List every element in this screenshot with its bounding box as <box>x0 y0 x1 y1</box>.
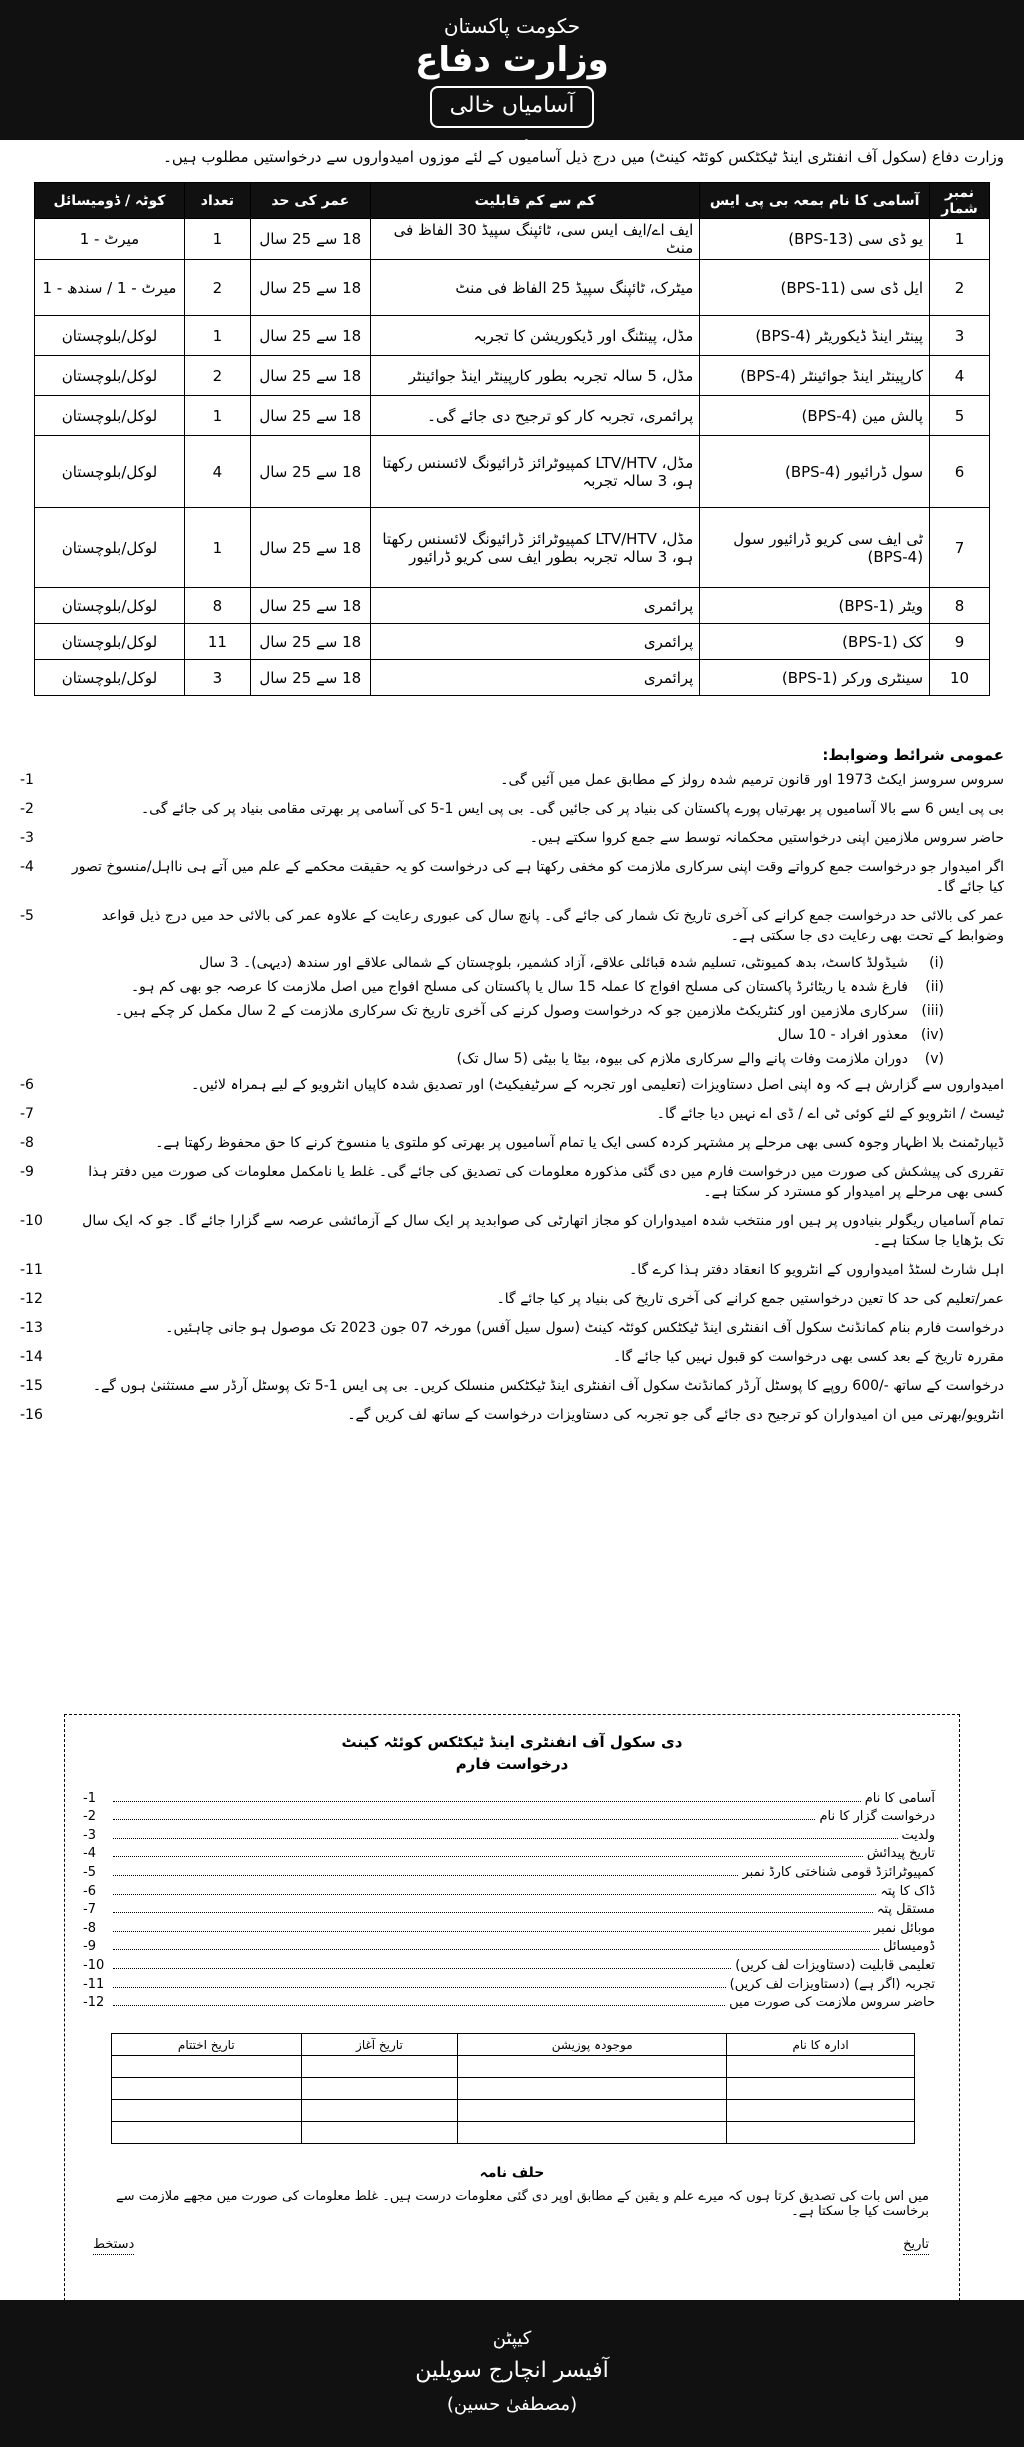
signature-row <box>93 2237 929 2255</box>
form-field-number: -10 <box>83 1957 105 1973</box>
condition-text: حاضر سروس ملازمین اپنی درخواستیں محکمانہ توسط سے جمع کروا سکتے ہیں۔ <box>529 830 1004 846</box>
form-field <box>83 1824 939 1843</box>
exp-header-org: ادارہ کا نام <box>727 2034 915 2056</box>
condition-item <box>20 799 1004 819</box>
form-field-label: موبائل نمبر <box>873 1920 935 1936</box>
form-field <box>83 1992 939 2011</box>
condition-text: عمر کی بالائی حد درخواست جمع کرانے کی آخری تاریخ تک شمار کی جائے گی۔ پانچ سال کی عبوری رعایت کے علاوہ عمر کی بالائی حد میں درج ذیل قواعد وضوابط کے تحت بھی رعایت دی جا سکتی ہے۔ <box>101 908 1004 944</box>
form-field-line[interactable] <box>113 1838 898 1839</box>
cell-quota: میرٹ - 1 <box>35 219 185 260</box>
ministry-title: وزارت دفاع <box>415 40 609 80</box>
sub-condition-text: سرکاری ملازمین اور کنٹریکٹ ملازمین جو کہ درخواست وصول کرنے کی آخری تاریخ تک سرکاری ملازمت کے 2 سال مکمل کر چکے ہیں۔ <box>114 1003 908 1019</box>
sub-condition <box>20 955 944 971</box>
sub-condition <box>20 1003 944 1019</box>
form-field-line[interactable] <box>113 1949 879 1950</box>
condition-number: -3 <box>20 830 34 846</box>
cell-quota: میرٹ - 1 / سندھ - 1 <box>35 260 185 316</box>
form-field-label: ڈاک کا پتہ <box>880 1883 935 1899</box>
header-banner <box>0 0 1024 154</box>
form-field-label: کمپیوٹرائزڈ قومی شناختی کارڈ نمبر <box>742 1864 935 1880</box>
condition-text: انٹرویو/بھرتی میں ان امیدواران کو ترجیح دی جائے گی جو تجربہ کی دستاویزات درخواست کے ساتھ لف کریں گے۔ <box>347 1407 1004 1423</box>
form-field-number: -8 <box>83 1920 96 1936</box>
form-field <box>83 1861 939 1880</box>
col-header-qualification: کم سے کم قابلیت <box>370 183 700 219</box>
sub-condition <box>20 1051 944 1067</box>
cell-no: 5 <box>930 396 990 436</box>
cell-no: 6 <box>930 436 990 508</box>
condition-text: ٹیسٹ / انٹرویو کے لئے کوئی ٹی اے / ڈی اے نہیں دیا جائے گا۔ <box>656 1106 1004 1122</box>
cell-no: 1 <box>930 219 990 260</box>
cell-no: 10 <box>930 660 990 696</box>
cell-post: یو ڈی سی (BPS-13) <box>700 219 930 260</box>
condition-item <box>20 1260 1004 1280</box>
form-title: درخواست فارم <box>455 1755 569 1773</box>
condition-item <box>20 828 1004 848</box>
cell-count: 1 <box>184 396 250 436</box>
condition-text: ڈیپارٹمنٹ بلا اظہار وجوہ کسی بھی مرحلے پر مشتہر کردہ کسی ایک یا تمام آسامیوں پر بھرتی کو ملتوی یا منسوخ کرنے کا حق محفوظ رکھتا ہے۔ <box>155 1135 1004 1151</box>
form-field <box>83 1954 939 1973</box>
intro-text: وزارت دفاع (سکول آف انفنٹری اینڈ ٹیکٹکس کوئٹہ کینٹ) میں درج ذیل آسامیوں کے لئے موزوں امیدواروں سے درخواستیں مطلوب ہیں۔ <box>163 148 1004 166</box>
condition-item <box>20 1289 1004 1309</box>
form-institution-title: دی سکول آف انفنٹری اینڈ ٹیکٹکس کوئٹہ کینٹ <box>341 1733 683 1751</box>
cell-post: پینٹر اینڈ ڈیکوریٹر (BPS-4) <box>700 316 930 356</box>
exp-cell[interactable] <box>112 2122 302 2144</box>
cell-post: کک (BPS-1) <box>700 624 930 660</box>
cell-post: کارپینٹر اینڈ جوائینٹر (BPS-4) <box>700 356 930 396</box>
sub-condition-text: معذور افراد - 10 سال <box>777 1027 908 1043</box>
condition-number: -4 <box>20 859 34 875</box>
application-form <box>64 1714 960 2346</box>
cell-post: پالش مین (BPS-4) <box>700 396 930 436</box>
cell-qualification: پرائمری <box>370 660 700 696</box>
exp-cell[interactable] <box>458 2100 727 2122</box>
form-field-line[interactable] <box>113 1987 726 1988</box>
cell-age: 18 سے 25 سال <box>250 396 370 436</box>
table-row <box>35 356 990 396</box>
condition-text: مقررہ تاریخ کے بعد کسی بھی درخواست کو قبول نہیں کیا جائے گا۔ <box>613 1349 1004 1365</box>
col-header-no: نمبر شمار <box>930 183 990 219</box>
condition-item <box>20 857 1004 897</box>
exp-header-end: تاریخ اختتام <box>112 2034 302 2056</box>
cell-qualification: میٹرک، ٹائپنگ سپیڈ 25 الفاظ فی منٹ <box>370 260 700 316</box>
cell-age: 18 سے 25 سال <box>250 316 370 356</box>
form-field-number: -5 <box>83 1864 96 1880</box>
sub-condition-text: دوران ملازمت وفات پانے والے سرکاری ملازم کی بیوہ، بیٹا یا بیٹی (5 سال تک) <box>456 1051 908 1067</box>
cell-quota: لوکل/بلوچستان <box>35 660 185 696</box>
table-row <box>35 508 990 588</box>
cell-post: ایل ڈی سی (BPS-11) <box>700 260 930 316</box>
form-field <box>83 1843 939 1862</box>
exp-header-start: تاریخ آغاز <box>301 2034 458 2056</box>
cell-quota: لوکل/بلوچستان <box>35 624 185 660</box>
form-field-label: ڈومیسائل <box>883 1939 935 1955</box>
sub-condition-text: شیڈولڈ کاسٹ، بدھ کمیونٹی، تسلیم شدہ قبائلی علاقے، آزاد کشمیر، بلوچستان کے شمالی علاقے اور سندھ (دیہی)۔ 3 سال <box>199 955 908 971</box>
cell-age: 18 سے 25 سال <box>250 356 370 396</box>
exp-cell[interactable] <box>458 2078 727 2100</box>
condition-text: بی پی ایس 6 سے بالا آسامیوں پر بھرتیاں پورے پاکستان کی بنیاد پر کی جائیں گی۔ بی پی ایس 1-5 کی آسامی پر بھرتی مقامی بنیاد پر کی جائے گی۔ <box>140 801 1004 817</box>
form-field-label: حاضر سروس ملازمت کی صورت میں <box>729 1995 935 2011</box>
form-field-label: تعلیمی قابلیت (دستاویزات لف کریں) <box>735 1957 935 1973</box>
form-field-label: تجربہ (اگر ہے) (دستاویزات لف کریں) <box>729 1976 935 1992</box>
form-field-number: -12 <box>83 1995 105 2011</box>
cell-quota: لوکل/بلوچستان <box>35 396 185 436</box>
cell-quota: لوکل/بلوچستان <box>35 436 185 508</box>
oath-title: حلف نامہ <box>479 2165 545 2181</box>
exp-cell[interactable] <box>112 2100 302 2122</box>
date-label: تاریخ <box>903 2237 929 2255</box>
cell-quota: لوکل/بلوچستان <box>35 588 185 624</box>
form-field-number: -3 <box>83 1827 96 1843</box>
sub-condition <box>20 979 944 995</box>
cell-age: 18 سے 25 سال <box>250 219 370 260</box>
cell-no: 9 <box>930 624 990 660</box>
cell-post: سینٹری ورکر (BPS-1) <box>700 660 930 696</box>
table-row <box>35 219 990 260</box>
condition-number: -7 <box>20 1106 34 1122</box>
form-field <box>83 1806 939 1825</box>
exp-cell[interactable] <box>301 2100 458 2122</box>
sub-condition-number: (iv) <box>920 1027 944 1043</box>
exp-cell[interactable] <box>301 2056 458 2078</box>
exp-cell[interactable] <box>301 2122 458 2144</box>
exp-cell[interactable] <box>727 2100 915 2122</box>
cell-age: 18 سے 25 سال <box>250 260 370 316</box>
condition-number: -6 <box>20 1077 34 1093</box>
form-field-number: -2 <box>83 1809 96 1825</box>
sub-condition-text: فارغ شدہ یا ریٹائرڈ پاکستان کی مسلح افواج کا عملہ 15 سال یا پاکستان کی مسلح افواج میں اصل ملازمت کا عرصہ جو بھی کم ہو۔ <box>130 979 908 995</box>
form-field-label: درخواست گزار کا نام <box>819 1809 935 1825</box>
form-field <box>83 1899 939 1918</box>
condition-item <box>20 1075 1004 1095</box>
cell-age: 18 سے 25 سال <box>250 624 370 660</box>
form-field-line[interactable] <box>113 1819 815 1820</box>
condition-number: -2 <box>20 801 34 817</box>
cell-no: 4 <box>930 356 990 396</box>
cell-count: 3 <box>184 660 250 696</box>
condition-item <box>20 1347 1004 1367</box>
form-field-number: -9 <box>83 1939 96 1955</box>
sub-condition-number: (ii) <box>925 979 944 995</box>
experience-row <box>112 2078 915 2100</box>
experience-row <box>112 2100 915 2122</box>
form-field <box>83 1973 939 1992</box>
exp-cell[interactable] <box>112 2078 302 2100</box>
cell-count: 8 <box>184 588 250 624</box>
col-header-post: آسامی کا نام بمعہ بی پی ایس <box>700 183 930 219</box>
condition-number: -16 <box>20 1407 43 1423</box>
table-row <box>35 396 990 436</box>
table-row <box>35 624 990 660</box>
condition-text: تقرری کی پیشکش کی صورت میں درخواست فارم میں دی گئی مذکورہ معلومات کی تصدیق کی جائے گی۔ غلط یا نامکمل معلومات کی صورت میں دفتر ہذا کسی بھی مرحلے پر امیدوار کو مسترد کر سکتا ہے۔ <box>88 1164 1004 1200</box>
form-field <box>83 1880 939 1899</box>
experience-table <box>111 2033 915 2144</box>
exp-cell[interactable] <box>727 2078 915 2100</box>
cell-qualification: پرائمری، تجربہ کار کو ترجیح دی جائے گی۔ <box>370 396 700 436</box>
sub-condition-number: (v) <box>924 1051 944 1067</box>
col-header-quota: کوٹہ / ڈومیسائل <box>35 183 185 219</box>
cell-qualification: پرائمری <box>370 624 700 660</box>
officer-office: آفیسر انچارج سویلین <box>415 2358 609 2383</box>
officer-name: (مصطفیٰ حسین) <box>446 2394 578 2415</box>
cell-quota: لوکل/بلوچستان <box>35 316 185 356</box>
cell-count: 11 <box>184 624 250 660</box>
condition-item <box>20 906 1004 946</box>
form-field-number: -11 <box>83 1976 105 1992</box>
cell-qualification: مڈل، LTV/HTV کمپیوٹرائز ڈرائیونگ لائسنس رکھتا ہو، 3 سالہ تجربہ بطور ایف سی کریو ڈرائیور <box>370 508 700 588</box>
condition-item <box>20 770 1004 790</box>
cell-age: 18 سے 25 سال <box>250 508 370 588</box>
condition-item <box>20 1405 1004 1425</box>
condition-number: -8 <box>20 1135 34 1151</box>
jobs-table <box>34 182 990 696</box>
table-header-row <box>35 183 990 219</box>
cell-no: 3 <box>930 316 990 356</box>
condition-number: -10 <box>20 1213 43 1229</box>
condition-number: -5 <box>20 908 34 924</box>
form-field-line[interactable] <box>113 1894 876 1895</box>
cell-qualification: ایف اے/ایف ایس سی، ٹائپنگ سپیڈ 30 الفاظ فی منٹ <box>370 219 700 260</box>
condition-text: درخواست کے ساتھ -/600 روپے کا پوسٹل آرڈر کمانڈنٹ سکول آف انفنٹری اینڈ ٹیکٹکس منسلک کریں۔ بی پی ایس 1-5 تک پوسٹل آرڈر سے مستثنیٰ ہوں گے۔ <box>92 1378 1004 1394</box>
form-field-line[interactable] <box>113 2005 725 2006</box>
condition-item <box>20 1133 1004 1153</box>
cell-count: 1 <box>184 508 250 588</box>
col-header-age: عمر کی حد <box>250 183 370 219</box>
form-field-line[interactable] <box>113 1801 861 1802</box>
conditions-list <box>20 770 1004 1434</box>
table-row <box>35 588 990 624</box>
condition-number: -11 <box>20 1262 43 1278</box>
form-field-label: مستقل پتہ <box>876 1902 935 1918</box>
form-field <box>83 1917 939 1936</box>
condition-text: اگر امیدوار جو درخواست جمع کرواتے وقت اپنی سرکاری ملازمت کو مخفی رکھتا ہے کی درخواست کو یہ حقیقت محکمے کے علم میں آتے ہی نااہل/منسوخ تصور کیا جائے گا۔ <box>71 859 1004 895</box>
cell-qualification: مڈل، LTV/HTV کمپیوٹرائز ڈرائیونگ لائسنس رکھتا ہو، 3 سالہ تجربہ <box>370 436 700 508</box>
form-field-line[interactable] <box>113 1912 873 1913</box>
officer-rank: کیپٹن <box>492 2328 532 2349</box>
condition-number: -9 <box>20 1164 34 1180</box>
cell-quota: لوکل/بلوچستان <box>35 356 185 396</box>
oath-text: میں اس بات کی تصدیق کرتا ہوں کہ میرے علم و یقین کے مطابق اوپر دی گئی معلومات درست ہیں۔ غلط معلومات کی صورت میں مجھے ملازمت سے برخاست کیا جا سکتا ہے۔ <box>116 2189 929 2219</box>
cell-qualification: مڈل، 5 سالہ تجربہ بطور کارپینٹر اینڈ جوائینٹر <box>370 356 700 396</box>
cell-post: سول ڈرائیور (BPS-4) <box>700 436 930 508</box>
cell-count: 2 <box>184 260 250 316</box>
cell-count: 2 <box>184 356 250 396</box>
form-field <box>83 1787 939 1806</box>
table-row <box>35 316 990 356</box>
condition-item <box>20 1211 1004 1251</box>
condition-text: تمام آسامیاں ریگولر بنیادوں پر ہیں اور منتخب شدہ امیدواران کو مجاز اتھارٹی کی صوابدید پر ایک سال کے آزمائشی عرصہ سے گزارا جائے گا۔ جو کہ ایک سال تک بڑھایا جا سکتا ہے۔ <box>82 1213 1004 1249</box>
condition-number: -13 <box>20 1320 43 1336</box>
exp-cell[interactable] <box>458 2122 727 2144</box>
condition-item <box>20 1162 1004 1202</box>
exp-header-position: موجودہ پوزیشن <box>458 2034 727 2056</box>
cell-post: ٹی ایف سی کریو ڈرائیور سول (BPS-4) <box>700 508 930 588</box>
sub-condition <box>20 1027 944 1043</box>
exp-cell[interactable] <box>458 2056 727 2078</box>
form-field-label: آسامی کا نام <box>864 1790 935 1806</box>
table-row <box>35 260 990 316</box>
condition-item <box>20 1318 1004 1338</box>
exp-cell[interactable] <box>727 2122 915 2144</box>
cell-age: 18 سے 25 سال <box>250 588 370 624</box>
condition-number: -1 <box>20 772 34 788</box>
form-field-line[interactable] <box>113 1875 738 1876</box>
cell-post: ویٹر (BPS-1) <box>700 588 930 624</box>
condition-text: اہل شارٹ لسٹڈ امیدواروں کے انٹرویو کا انعقاد دفتر ہذا کرے گا۔ <box>629 1262 1004 1278</box>
table-row <box>35 660 990 696</box>
exp-cell[interactable] <box>727 2056 915 2078</box>
cell-no: 7 <box>930 508 990 588</box>
col-header-count: تعداد <box>184 183 250 219</box>
form-fields <box>83 1787 939 2010</box>
form-field <box>83 1936 939 1955</box>
condition-text: سروس سروسز ایکٹ 1973 اور قانون ترمیم شدہ رولز کے مطابق عمل میں آئیں گی۔ <box>500 772 1004 788</box>
sub-condition-number: (iii) <box>921 1003 944 1019</box>
form-field-label: تاریخ پیدائش <box>866 1846 935 1862</box>
cell-count: 1 <box>184 219 250 260</box>
condition-number: -14 <box>20 1349 43 1365</box>
form-field-number: -4 <box>83 1846 96 1862</box>
condition-text: درخواست فارم بنام کمانڈنٹ سکول آف انفنٹری اینڈ ٹیکٹکس کوئٹہ کینٹ (سول سیل آفس) مورخہ 07 جون 2023 تک موصول ہو جانی چاہئیں۔ <box>165 1320 1004 1336</box>
cell-no: 8 <box>930 588 990 624</box>
form-field-number: -1 <box>83 1790 96 1806</box>
cell-count: 1 <box>184 316 250 356</box>
cell-qualification: مڈل، پینٹنگ اور ڈیکوریشن کا تجربہ <box>370 316 700 356</box>
condition-item <box>20 1376 1004 1396</box>
cell-quota: لوکل/بلوچستان <box>35 508 185 588</box>
condition-text: عمر/تعلیم کی حد کا تعین درخواستیں جمع کرانے کی آخری تاریخ کی بنیاد پر کیا جائے گا۔ <box>496 1291 1004 1307</box>
form-field-number: -7 <box>83 1902 96 1918</box>
condition-text: امیدواروں سے گزارش ہے کہ وہ اپنی اصل دستاویزات (تعلیمی اور تجربہ کے سرٹیفیکیٹ) اور تصدیق شدہ کاپیاں انٹرویو کے لیے ہمراہ لائیں۔ <box>191 1077 1004 1093</box>
form-field-number: -6 <box>83 1883 96 1899</box>
sub-condition-number: (i) <box>929 955 944 971</box>
form-field-label: ولدیت <box>901 1827 935 1843</box>
condition-number: -12 <box>20 1291 43 1307</box>
form-field-line[interactable] <box>113 1856 863 1857</box>
cell-no: 2 <box>930 260 990 316</box>
vacancies-badge: آسامیاں خالی ہیں <box>430 86 594 128</box>
experience-header-row <box>112 2034 915 2056</box>
cell-age: 18 سے 25 سال <box>250 436 370 508</box>
cell-age: 18 سے 25 سال <box>250 660 370 696</box>
signature-label: دستخط <box>93 2237 134 2255</box>
footer-banner <box>0 2300 1024 2447</box>
table-row <box>35 436 990 508</box>
cell-qualification: پرائمری <box>370 588 700 624</box>
form-field-line[interactable] <box>113 1931 870 1932</box>
form-field-line[interactable] <box>113 1968 731 1969</box>
exp-cell[interactable] <box>301 2078 458 2100</box>
experience-row <box>112 2056 915 2078</box>
condition-item <box>20 1104 1004 1124</box>
conditions-title: عمومی شرائط وضوابط: <box>822 746 1004 764</box>
experience-row <box>112 2122 915 2144</box>
cell-count: 4 <box>184 436 250 508</box>
government-title: حکومت پاکستان <box>443 14 581 38</box>
condition-number: -15 <box>20 1378 43 1394</box>
exp-cell[interactable] <box>112 2056 302 2078</box>
